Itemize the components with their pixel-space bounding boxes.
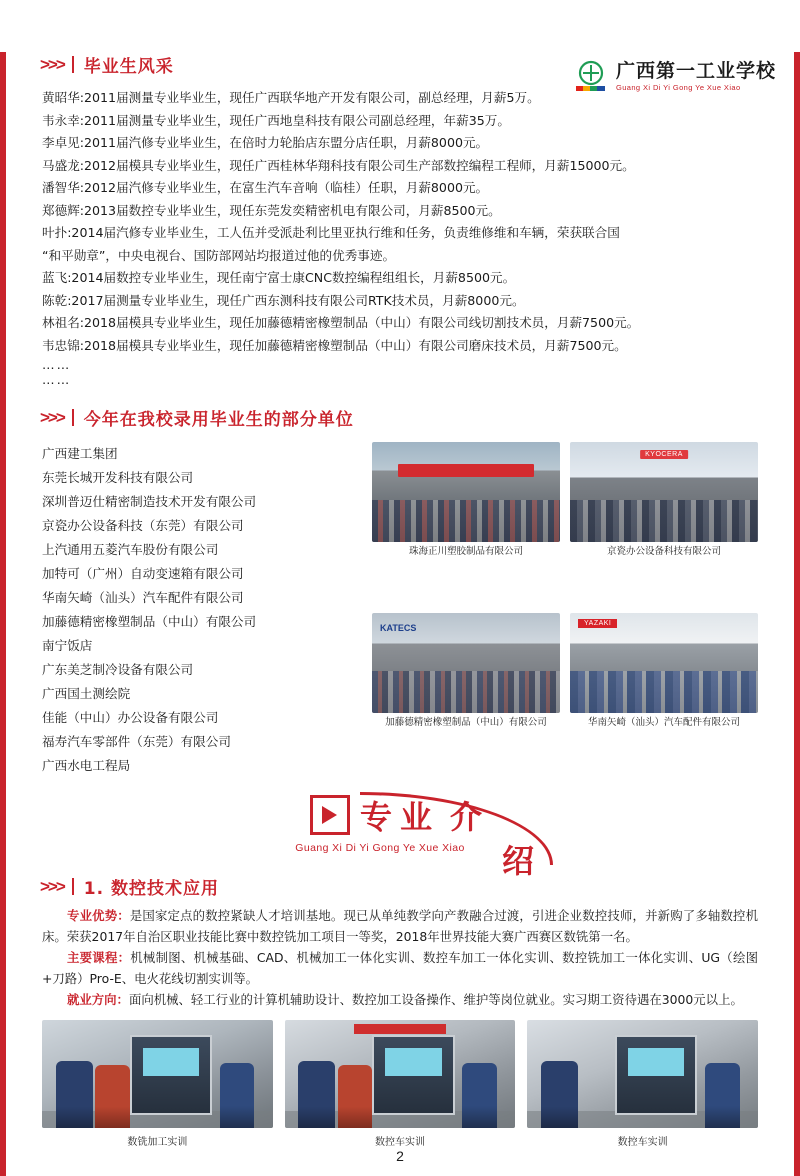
graduate-entry: 韦忠锦:2018届模具专业毕业生，现任加藤德精密橡塑制品（中山）有限公司磨床技术员，月薪7500元。	[42, 337, 627, 353]
graduate-entry: 黄昭华:2011届测量专业毕业生，现任广西联华地产开发有限公司，副总经理，月薪5万。	[42, 90, 540, 105]
list-item: 加藤德精密橡塑制品（中山）有限公司	[42, 614, 257, 629]
list-item: 广西水电工程局	[42, 758, 131, 773]
chevron-right-icon: >>>	[40, 54, 64, 74]
list-item: 华南矢崎（汕头）汽车配件有限公司	[42, 590, 244, 605]
major-description	[42, 905, 758, 1010]
major-intro-pinyin: Guang Xi Di Yi Gong Ye Xue Xiao	[295, 842, 465, 854]
major-text-courses: 机械制图、机械基础、CAD、机械加工一体化实训、数控车加工一体化实训、数控铣加工一体化实训、UG（绘图+刀路）Pro-E、电火花线切割实训等。	[42, 950, 759, 986]
list-item: 南宁饭店	[42, 638, 93, 653]
photo-yazaki	[570, 613, 758, 713]
school-name-pinyin: Guang Xi Di Yi Gong Ye Xue Xiao	[615, 83, 741, 93]
page-number: 2	[396, 1148, 404, 1164]
section-heading-employers	[40, 405, 794, 430]
list-item: 佳能（中山）办公设备有限公司	[42, 710, 219, 725]
photo-caption: 加藤德精密橡塑制品（中山）有限公司	[385, 717, 547, 728]
photo-cell	[570, 613, 758, 778]
graduate-entry: 林祖名:2018届模具专业毕业生，现任加藤德精密橡塑制品（中山）有限公司线切割技术员，月薪7500元。	[42, 315, 640, 330]
list-item: 东莞长城开发科技有限公司	[42, 470, 194, 485]
graduate-entry: 韦永幸:2011届测量专业毕业生，现任广西地皇科技有限公司副总经理，年薪35万。	[42, 112, 510, 128]
school-name: 广西第一工业学校	[615, 60, 776, 83]
major-intro-title	[6, 792, 794, 878]
list-item: 京瓷办公设备科技（东莞）有限公司	[42, 518, 244, 533]
employer-list	[42, 442, 372, 778]
graduate-list	[42, 87, 758, 387]
graduate-entry: “和平勋章”，中央电视台、国防部网站均报道过他的优秀事迹。	[42, 247, 396, 263]
major-paragraph	[42, 905, 758, 947]
yazaki-sign: YAZAKI	[578, 619, 617, 628]
list-item: 上汽通用五菱汽车股份有限公司	[42, 542, 219, 557]
section1-title: 毕业生风采	[83, 57, 174, 77]
graduate-entry: 蓝飞:2014届数控专业毕业生，现任南宁富士康CNC数控编程组组长，月薪8500元。	[42, 270, 516, 285]
major-label-advantage: 专业优势：	[67, 908, 130, 923]
kyocera-sign: KYOCERA	[640, 450, 688, 459]
photo-cnc-lathe-training-2	[527, 1020, 758, 1128]
photo-cell	[42, 1020, 273, 1148]
photo-cnc-milling-training	[42, 1020, 273, 1128]
major-paragraph	[42, 947, 758, 989]
ellipsis-line: ……	[42, 372, 72, 387]
photo-cell	[570, 442, 758, 607]
list-item: 深圳普迈仕精密制造技术开发有限公司	[42, 494, 257, 509]
employer-photo-grid	[372, 442, 758, 778]
list-item: 福寿汽车零部件（东莞）有限公司	[42, 734, 231, 749]
photo-caption: 华南矢崎（汕头）汽车配件有限公司	[587, 717, 740, 728]
play-arrow-icon	[310, 795, 350, 835]
katecs-sign: KATECS	[380, 623, 417, 633]
employers-block	[42, 442, 758, 778]
chevron-right-icon: >>>	[40, 876, 64, 896]
photo-cell	[285, 1020, 516, 1148]
major-intro-text-1: 专业	[359, 798, 440, 836]
school-emblem-icon	[574, 60, 608, 94]
heading-divider	[72, 878, 74, 895]
list-item: 广西建工集团	[42, 446, 118, 461]
training-photo-grid	[42, 1020, 758, 1148]
major-text-employment: 面向机械、轻工行业的计算机辅助设计、数控加工设备操作、维护等岗位就业。实习期工资待遇在3000元以上。	[128, 992, 743, 1007]
major-label-courses: 主要课程：	[67, 950, 131, 965]
graduate-entry: 郑德辉:2013届数控专业毕业生，现任东莞发奕精密机电有限公司，月薪8500元。	[42, 202, 501, 218]
photo-katoku	[372, 613, 560, 713]
list-item: 广东美芝制冷设备有限公司	[42, 662, 194, 677]
photo-cell	[372, 442, 560, 607]
heading-divider	[72, 409, 74, 426]
major-text-advantage: 是国家定点的数控紧缺人才培训基地。现已从单纯教学向产教融合过渡，引进企业数控技师，并新购了多轴数控机床。荣获2017年自治区职业技能比赛中数控铣加工项目一等奖，2018年世界技能大赛广西赛区数铣第一名。	[42, 908, 759, 944]
graduate-entry: 李卓见:2011届汽修专业毕业生，在倍时力轮胎店东盟分店任职，月薪8000元。	[42, 135, 489, 150]
banner-decoration	[398, 464, 533, 477]
heading-divider	[72, 56, 74, 73]
major-intro-text-3: 绍	[501, 842, 542, 880]
photo-cnc-lathe-training-1	[285, 1020, 516, 1128]
major-label-employment: 就业方向：	[67, 992, 129, 1007]
photo-cell	[527, 1020, 758, 1148]
photo-cell	[372, 613, 560, 778]
major-intro-text-2: 介	[450, 798, 491, 836]
list-item: 加特可（广州）自动变速箱有限公司	[42, 566, 244, 581]
graduate-entry: 马盛龙:2012届模具专业毕业生，现任广西桂林华翔科技有限公司生产部数控编程工程师，月薪15000元。	[42, 157, 635, 173]
section3-title: 1. 数控技术应用	[83, 879, 220, 899]
school-logo-header	[574, 60, 776, 94]
photo-caption: 京瓷办公设备科技有限公司	[606, 546, 721, 557]
photo-caption: 数控车实训	[617, 1137, 668, 1148]
chevron-right-icon: >>>	[40, 407, 64, 427]
major-paragraph	[42, 989, 758, 1010]
graduate-entry: 陈乾:2017届测量专业毕业生，现任广西东测科技有限公司RTK技术员，月薪8000元。	[42, 292, 525, 308]
graduate-entry: 叶扑:2014届汽修专业毕业生，工人伍并受派赴利比里亚执行维和任务，负责维修维和车辆，荣获联合国	[42, 225, 620, 240]
photo-kyocera	[570, 442, 758, 542]
document-page	[0, 52, 800, 1176]
list-item: 广西国土测绘院	[42, 686, 131, 701]
section2-title: 今年在我校录用毕业生的部分单位	[83, 410, 354, 430]
photo-caption: 珠海正川塑胶制品有限公司	[408, 546, 523, 557]
ellipsis-line: ……	[42, 357, 72, 372]
photo-caption: 数控车实训	[374, 1137, 425, 1148]
photo-caption: 数铣加工实训	[127, 1137, 188, 1148]
photo-zhuhai-zhengchuan	[372, 442, 560, 542]
graduate-entry: 潘智华:2012届汽修专业毕业生，在富生汽车音响（临桂）任职，月薪8000元。	[42, 180, 489, 195]
